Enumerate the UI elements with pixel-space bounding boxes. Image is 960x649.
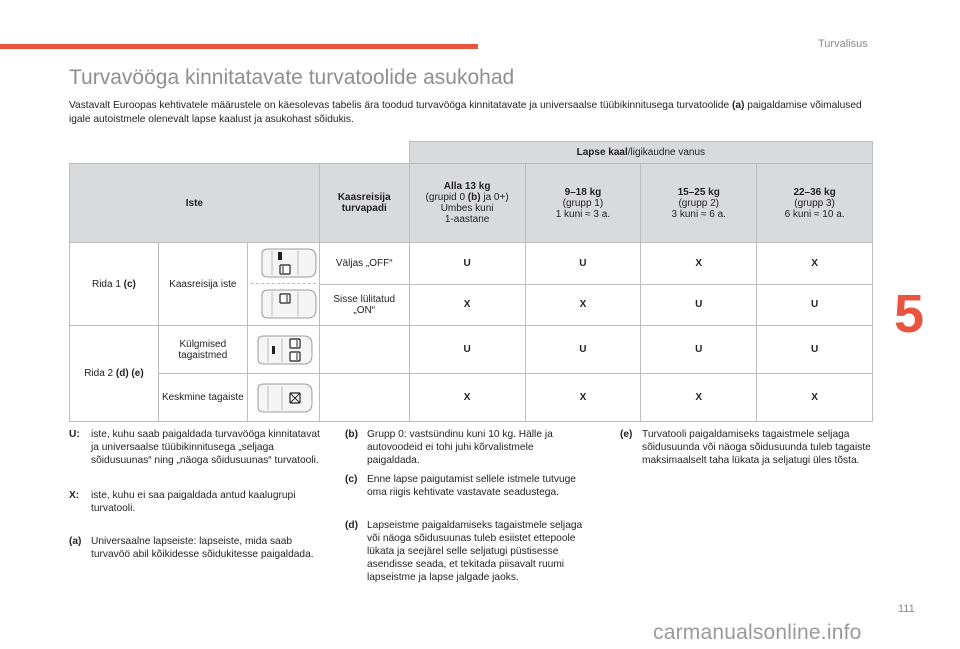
row2-side-seat: Külgmised tagaistmed xyxy=(158,326,247,374)
page-number: 111 xyxy=(898,603,915,615)
header-seat: Iste xyxy=(70,164,320,243)
cell-r2side-g2: U xyxy=(641,326,757,374)
intro-text: Vastavalt Euroopas kehtivatele määrustele on käesolevas tabelis ära toodud turvavööga kinnitatavate ja universaalse tüübikinnitusega turvatoolide xyxy=(69,100,732,111)
airbag-on-label: Sisse lülitatud „ON“ xyxy=(319,284,409,326)
cell-r2center-g2: X xyxy=(641,374,757,422)
row2-center-seat: Keskmine tagaiste xyxy=(158,374,247,422)
cell-r1off-g3: X xyxy=(757,243,873,285)
cell-r1on-g0: X xyxy=(409,284,525,326)
header-airbag: Kaasreisija turvapadi xyxy=(319,164,409,243)
cell-r2side-g0: U xyxy=(409,326,525,374)
watermark: carmanualsonline.info xyxy=(653,621,862,644)
header-group-1: 9–18 kg (grupp 1) 1 kuni ≈ 3 a. xyxy=(525,164,641,243)
note-b: (b) Grupp 0: vastsündinu kuni 10 kg. Hälle ja autovoodeid ei tohi juhi kõrvalistmele paigaldada. xyxy=(345,429,553,466)
row2-label: Rida 2 (d) (e) xyxy=(70,326,159,422)
note-x: X: iste, kuhu ei saa paigaldada antud kaalugrupi turvatooli. xyxy=(69,490,296,514)
note-a: (a) Universaalne lapseiste: lapseiste, mida saab turvavöö abil kõikidesse sõidukitesse paigaldada. xyxy=(69,536,314,560)
cell-r1off-g1: U xyxy=(525,243,641,285)
cell-r1off-g2: X xyxy=(641,243,757,285)
cell-r2side-g3: U xyxy=(757,326,873,374)
car-center-rear-icon xyxy=(247,374,319,422)
child-seat-table xyxy=(69,141,873,422)
note-d: (d) Lapseistme paigaldamiseks tagaistmele seljaga või näoga sõidusuunas tuleb esiistet ettepoole lükata ja seejärel selle seljatugi püstisesse asendisse seada, et tekitada piisavalt ruumi lapseistme ja lapse jalgade jaoks. xyxy=(345,520,583,583)
airbag-off-label: Väljas „OFF“ xyxy=(319,243,409,285)
section-label: Turvalisus xyxy=(818,38,868,50)
header-group-0: Alla 13 kg (grupid 0 (b) ja 0+) Umbes kuni 1-aastane xyxy=(409,164,525,243)
cell-r2side-g1: U xyxy=(525,326,641,374)
cell-r1off-g0: U xyxy=(409,243,525,285)
note-e: (e) Turvatooli paigaldamiseks tagaistmele seljaga sõidusuunda või näoga sõidusuunda tuleb tagaiste maksimaalselt taha lükata ja seljatugi üles tõsta. xyxy=(620,429,871,466)
car-front-passenger-icon xyxy=(247,243,319,326)
cell-r2center-g1: X xyxy=(525,374,641,422)
cell-r2center-g3: X xyxy=(757,374,873,422)
header-group-3: 22–36 kg (grupp 3) 6 kuni ≈ 10 a. xyxy=(757,164,873,243)
top-accent-bar xyxy=(0,44,478,49)
cell-r1on-g1: X xyxy=(525,284,641,326)
cell-r2center-g0: X xyxy=(409,374,525,422)
chapter-number: 5 xyxy=(893,284,925,344)
intro-text-2: paigaldamise võimalused igale autoistmele olenevalt lapse kaalust ja asukohast sõidukis. xyxy=(69,100,862,125)
row1-label: Rida 1 (c) xyxy=(70,243,159,326)
intro-mark: (a) xyxy=(731,100,745,111)
weight-header: Lapse kaal/ligikaudne vanus xyxy=(409,142,872,164)
row1-seat: Kaasreisija iste xyxy=(158,243,247,326)
header-group-2: 15–25 kg (grupp 2) 3 kuni ≈ 6 a. xyxy=(641,164,757,243)
intro-paragraph xyxy=(69,99,879,127)
cell-r1on-g2: U xyxy=(641,284,757,326)
note-u: U: iste, kuhu saab paigaldada turvavööga kinnitatavat ja universaalse tüübikinnitusega „seljaga sõidusuunas“ ning „näoga sõidusuunas“ turvatooli. xyxy=(69,429,320,466)
page-title: Turvavööga kinnitatavate turvatoolide asukohad xyxy=(69,66,515,89)
note-c: (c) Enne lapse paigutamist sellele istmele tutvuge oma riigis kehtivate vastavate seadustega. xyxy=(345,474,576,498)
car-side-rear-icon xyxy=(247,326,319,374)
cell-r1on-g3: U xyxy=(757,284,873,326)
